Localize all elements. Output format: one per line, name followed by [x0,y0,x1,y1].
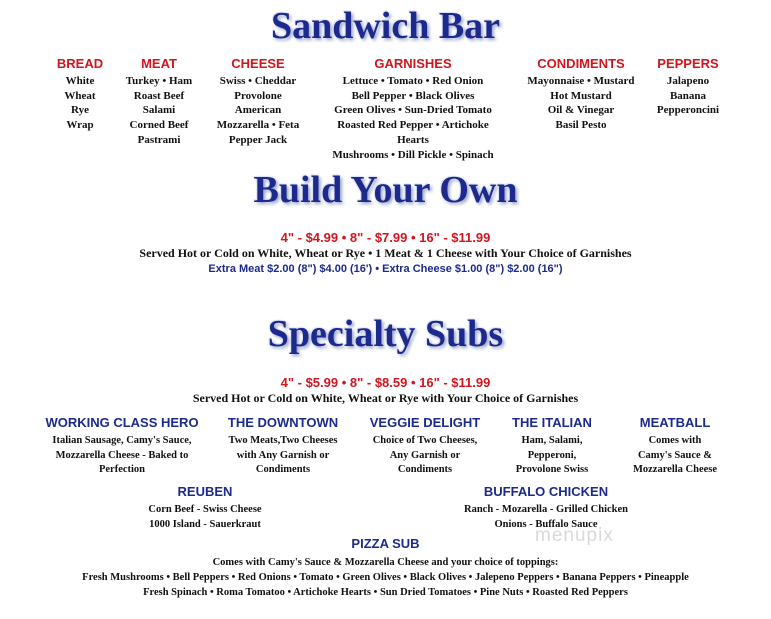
sub-name: PIZZA SUB [351,536,420,551]
sub-name: MEATBALL [639,415,711,430]
sub-name: BUFFALO CHICKEN [483,484,609,499]
condiments-column [518,56,644,133]
menu-item: Pepper Jack [228,133,288,146]
menu-item: Basil Pesto [555,119,607,132]
sub-description: Italian Sausage, Camy's Sauce, Mozzarella Cheese - Baked to Perfection [52,435,192,475]
sub-description: Ranch - Mozarella - Grilled Chicken Onions - Buffalo Sauce [464,504,628,530]
menu-item: Wrap [66,119,94,132]
sub-description: Corn Beef - Swiss Cheese 1000 Island - Sauerkraut [148,504,262,530]
sub-working-class-hero [36,415,208,478]
menu-item: Lettuce • Tomato • Red Onion [342,75,484,87]
sub-veggie-delight [356,415,494,478]
sub-name: THE ITALIAN [512,415,592,430]
sub-reuben [110,484,300,532]
menu-item: American [234,104,282,117]
bread-column [45,56,115,133]
menu-item: Mayonnaise • Mustard [527,75,635,87]
sub-pizza [0,536,771,600]
menu-item: Swiss • Cheddar [219,75,297,87]
specialty-description: Served Hot or Cold on White, Wheat or Rye with Your Choice of Garnishes [192,391,579,405]
column-heading: CHEESE [231,56,285,71]
sub-description: Choice of Two Cheeses, Any Garnish or Condiments [372,435,478,475]
build-description: Served Hot or Cold on White, Wheat or Rye • 1 Meat & 1 Cheese with Your Choice of Garnishes [139,246,632,260]
sub-name: VEGGIE DELIGHT [369,415,481,430]
specialty-subs-title: Specialty Subs [267,313,504,355]
column-heading: CONDIMENTS [537,56,625,71]
sandwich-bar-title: Sandwich Bar [270,5,501,47]
menu-item: Mushrooms • Dill Pickle • Spinach [332,148,494,161]
column-heading: BREAD [56,56,104,71]
sub-the-italian [496,415,608,478]
menupix-watermark: menupix [535,525,614,546]
meat-column [112,56,206,148]
sub-description: Ham, Salami, Pepperoni, Provolone Swiss [515,435,589,475]
pizza-intro: Comes with Camy's Sauce & Mozzarella Cheese and your choice of toppings: [212,557,559,568]
specialty-price: 4" - $5.99 • 8" - $8.59 • 16" - $11.99 [280,375,491,390]
column-heading: MEAT [141,56,177,71]
pizza-toppings-line-1: Fresh Mushrooms • Bell Peppers • Red Onions • Tomato • Green Olives • Black Olives • Jalepeno Peppers • Banana Peppers • Pineapple [82,572,689,583]
menu-item: Provolone [234,89,282,102]
sub-the-downtown [212,415,354,478]
sub-description: Two Meats,Two Cheeses with Any Garnish or Condiments [228,435,338,475]
column-heading: GARNISHES [374,56,452,71]
menu-item: Pepperoncini [656,104,720,117]
ingredient-columns [0,56,771,166]
menu-item: Pastrami [137,133,181,146]
garnishes-column [318,56,508,162]
menu-item: Bell Pepper • Black Olives [351,89,475,102]
menu-item: White [65,75,95,87]
cheese-column [205,56,311,148]
pizza-toppings-line-2: Fresh Spinach • Roma Tomatoo • Artichoke Hearts • Sun Dried Tomatoes • Pine Nuts • Roasted Red Peppers [143,587,628,598]
sub-meatball [612,415,738,478]
menu-item: Hearts [397,133,429,146]
menu-item: Banana [669,89,707,102]
sub-name: THE DOWNTOWN [227,415,339,430]
menu-item: Jalapeno [666,75,710,87]
menu-item: Oil & Vinegar [547,104,615,117]
sub-description: Comes with Camy's Sauce & Mozzarella Cheese [632,435,718,475]
build-extras: Extra Meat $2.00 (8") $4.00 (16') • Extra Cheese $1.00 (8") $2.00 (16") [208,263,563,275]
column-heading: PEPPERS [657,56,719,71]
menu-item: Roasted Red Pepper • Artichoke [337,119,489,132]
menu-item: Hot Mustard [550,89,612,102]
sub-name: WORKING CLASS HERO [45,415,199,430]
menu-item: Mozzarella • Feta [216,119,300,132]
menu-item: Rye [71,104,89,117]
menu-item: Roast Beef [133,89,185,102]
sub-name: REUBEN [177,484,233,499]
menu-item: Green Olives • Sun-Dried Tomato [334,104,492,117]
build-price: 4" - $4.99 • 8" - $7.99 • 16" - $11.99 [280,230,491,245]
build-your-own-title: Build Your Own [253,169,518,211]
peppers-column [646,56,730,118]
menu-item: Salami [142,104,176,117]
menu-item: Turkey • Ham [125,75,193,87]
menu-item: Corned Beef [129,119,189,132]
menu-item: Wheat [64,89,96,102]
